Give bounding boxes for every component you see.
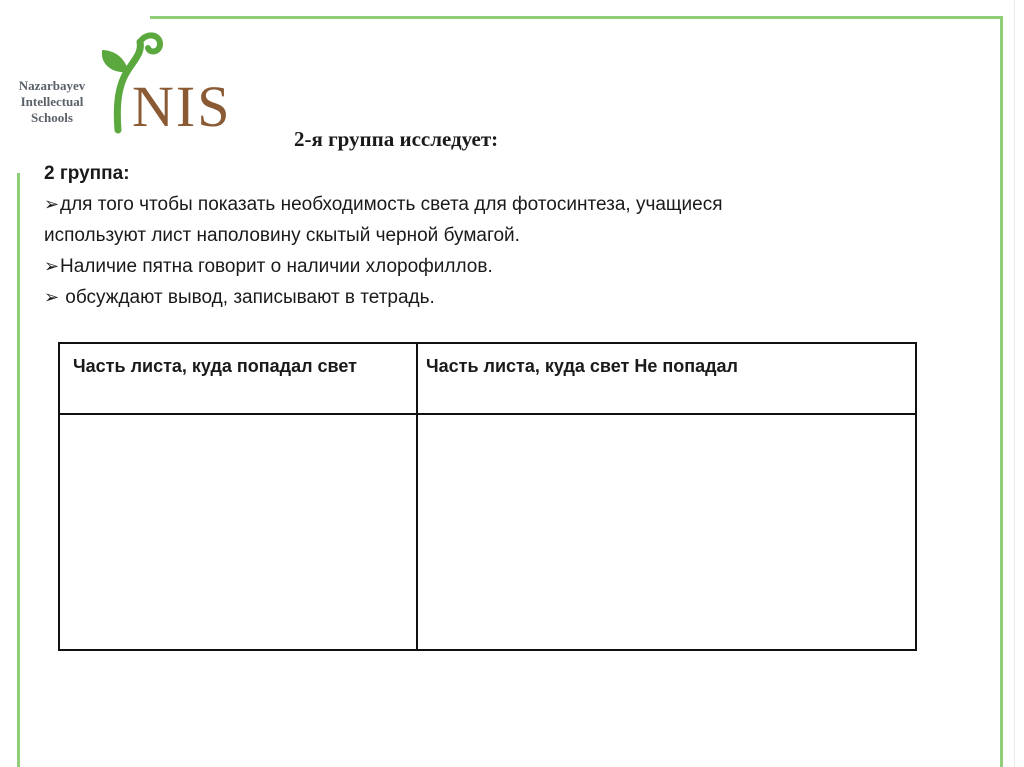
bullet-text: Наличие пятна говорит о наличии хлорофиллов.	[60, 256, 493, 277]
logo-mark-text: NIS	[132, 74, 232, 135]
table-row	[59, 414, 916, 650]
sprout-logo-icon	[102, 30, 236, 135]
bullet-item	[44, 189, 944, 251]
header-cell-dark: Часть листа, куда свет Не попадал	[417, 343, 916, 414]
top-decor-line	[150, 16, 1002, 19]
logo-line: Intellectual	[20, 94, 84, 109]
logo-school-name	[6, 78, 98, 126]
bullet-item	[44, 251, 944, 282]
right-edge-line	[1014, 0, 1015, 767]
arrow-bullet-icon: ➢	[44, 194, 60, 214]
right-decor-line	[1000, 16, 1003, 767]
bullet-text: обсуждают вывод, записывают в тетрадь.	[60, 287, 435, 308]
left-decor-line	[17, 173, 20, 767]
group-label: 2 группа:	[44, 163, 130, 184]
table-cell-empty[interactable]	[59, 414, 417, 650]
logo-line: Nazarbayev	[18, 78, 86, 93]
header-cell-light: Часть листа, куда попадал свет	[59, 343, 417, 414]
table-header-row	[59, 343, 916, 414]
observation-table	[58, 342, 917, 651]
bullet-item	[44, 282, 944, 313]
page-heading: 2-я группа исследует:	[294, 127, 499, 151]
task-description	[44, 158, 944, 313]
bullet-text: для того чтобы показать необходимость света для фотосинтеза, учащиеся	[60, 194, 723, 215]
logo-line: Schools	[31, 110, 73, 125]
arrow-bullet-icon: ➢	[44, 287, 60, 307]
arrow-bullet-icon: ➢	[44, 256, 60, 276]
table-cell-empty[interactable]	[417, 414, 916, 650]
nis-logo	[6, 30, 236, 135]
bullet-text: используют лист наполовину скытый черной бумагой.	[44, 225, 520, 246]
